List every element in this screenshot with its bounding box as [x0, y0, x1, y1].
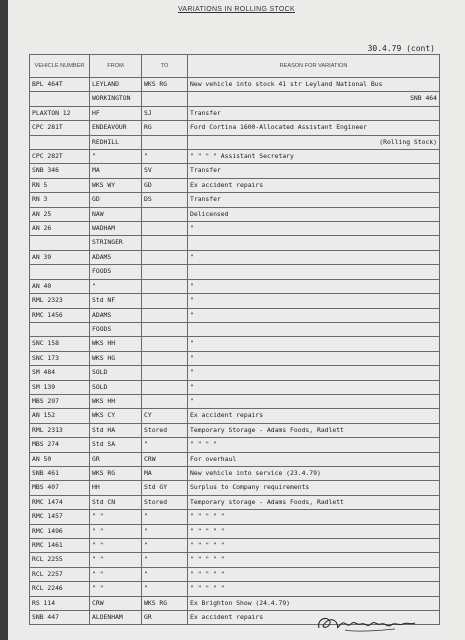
column-header-from: FROM [90, 55, 142, 78]
cell-vehicle-number: RCL 2246 [30, 582, 90, 596]
cell-reason: (Rolling Stock) [188, 135, 440, 149]
cell-reason: " [188, 308, 440, 322]
cell-to: RG [142, 121, 188, 135]
document-page [8, 0, 465, 640]
page-heading: VARIATIONS IN ROLLING STOCK [177, 6, 295, 13]
cell-vehicle-number: MBS 407 [30, 481, 90, 495]
cell-vehicle-number: RMC 1461 [30, 539, 90, 553]
cell-vehicle-number: RCL 2255 [30, 553, 90, 567]
cell-vehicle-number: RN 5 [30, 178, 90, 192]
cell-reason: " [188, 380, 440, 394]
column-header-to: TO [142, 55, 188, 78]
cell-vehicle-number: CPC 281T [30, 121, 90, 135]
cell-to [142, 308, 188, 322]
cell-to [142, 207, 188, 221]
cell-to [142, 222, 188, 236]
cell-reason: Temporary Storage - Adams Foods, Radlett [188, 423, 440, 437]
cell-from: WKS HG [90, 351, 142, 365]
cell-vehicle-number: MBS 297 [30, 394, 90, 408]
table-row [30, 250, 440, 264]
cell-to: " [142, 524, 188, 538]
cell-to: CY [142, 409, 188, 423]
cell-reason: " " " " " [188, 567, 440, 581]
cell-vehicle-number: AN 26 [30, 222, 90, 236]
cell-to: Std GY [142, 481, 188, 495]
cell-from: ALDENHAM [90, 611, 142, 625]
table-row [30, 351, 440, 365]
cell-vehicle-number: RMC 1474 [30, 495, 90, 509]
table-row [30, 495, 440, 509]
table-row [30, 438, 440, 452]
table-row [30, 366, 440, 380]
cell-from: ADAMS [90, 250, 142, 264]
cell-vehicle-number: PLAXTON 12 [30, 106, 90, 120]
cell-to: DS [142, 193, 188, 207]
cell-from: NAW [90, 207, 142, 221]
table-row [30, 308, 440, 322]
cell-to [142, 337, 188, 351]
cell-vehicle-number: RMC 1456 [30, 308, 90, 322]
cell-reason [188, 236, 440, 250]
cell-from: WKS RG [90, 466, 142, 480]
cell-from: WADHAM [90, 222, 142, 236]
table-row [30, 524, 440, 538]
cell-from: HH [90, 481, 142, 495]
rolling-stock-table [29, 54, 440, 625]
cell-reason: " [188, 250, 440, 264]
cell-from: GR [90, 452, 142, 466]
cell-vehicle-number: BPL 464T [30, 78, 90, 92]
cell-reason: Surplus to Company requirements [188, 481, 440, 495]
cell-vehicle-number [30, 322, 90, 336]
cell-reason: SNB 464 [188, 92, 440, 106]
cell-reason: Ex accident repairs [188, 178, 440, 192]
cell-to: " [142, 539, 188, 553]
cell-vehicle-number: RN 3 [30, 193, 90, 207]
table-row [30, 78, 440, 92]
cell-vehicle-number: AN 40 [30, 279, 90, 293]
cell-to: " [142, 150, 188, 164]
page-date: 30.4.79 (cont) [367, 44, 435, 53]
cell-vehicle-number [30, 236, 90, 250]
cell-from: Std SA [90, 438, 142, 452]
cell-from: GD [90, 193, 142, 207]
column-header-reason: REASON FOR VARIATION [188, 55, 440, 78]
table-row [30, 135, 440, 149]
cell-to: " [142, 510, 188, 524]
cell-to: WKS RG [142, 78, 188, 92]
table-row [30, 582, 440, 596]
cell-vehicle-number: RMC 1496 [30, 524, 90, 538]
cell-reason: " [188, 279, 440, 293]
table-row [30, 481, 440, 495]
cell-from: WKS WY [90, 178, 142, 192]
cell-reason: Ford Cortina 1600-Allocated Assistant Engineer [188, 121, 440, 135]
cell-from: LEYLAND [90, 78, 142, 92]
table-row [30, 466, 440, 480]
cell-vehicle-number: SNC 173 [30, 351, 90, 365]
cell-to: SV [142, 164, 188, 178]
cell-to: Stored [142, 495, 188, 509]
cell-reason [188, 265, 440, 279]
table-row [30, 394, 440, 408]
cell-to [142, 294, 188, 308]
cell-from: WKS CY [90, 409, 142, 423]
cell-reason: " " " " " [188, 582, 440, 596]
cell-from: WKS HH [90, 337, 142, 351]
table-row [30, 510, 440, 524]
cell-to [142, 135, 188, 149]
table-row [30, 106, 440, 120]
cell-vehicle-number: RS 114 [30, 596, 90, 610]
cell-reason: " [188, 222, 440, 236]
cell-vehicle-number: RML 2323 [30, 294, 90, 308]
cell-to [142, 92, 188, 106]
cell-reason: " " " " " [188, 524, 440, 538]
table-row [30, 164, 440, 178]
cell-vehicle-number: RML 2313 [30, 423, 90, 437]
cell-to: GD [142, 178, 188, 192]
table-row [30, 553, 440, 567]
cell-from: ADAMS [90, 308, 142, 322]
cell-reason: " " " " " [188, 539, 440, 553]
cell-to [142, 279, 188, 293]
table-row [30, 150, 440, 164]
table-row [30, 92, 440, 106]
table-row [30, 265, 440, 279]
cell-reason: Ex Brighton Show (24.4.79) [188, 596, 440, 610]
cell-reason: Transfer [188, 164, 440, 178]
cell-vehicle-number: RCL 2257 [30, 567, 90, 581]
cell-reason: " " " " " [188, 553, 440, 567]
cell-from: MA [90, 164, 142, 178]
cell-to: Stored [142, 423, 188, 437]
cell-vehicle-number: SNB 447 [30, 611, 90, 625]
cell-to: MA [142, 466, 188, 480]
cell-reason: Delicensed [188, 207, 440, 221]
cell-reason: Ex accident repairs [188, 409, 440, 423]
cell-reason: Ex accident repairs [188, 611, 440, 625]
cell-vehicle-number: CPC 282T [30, 150, 90, 164]
table-row [30, 596, 440, 610]
cell-vehicle-number: AN 50 [30, 452, 90, 466]
table-row [30, 322, 440, 336]
cell-from: Std CN [90, 495, 142, 509]
cell-reason [188, 322, 440, 336]
cell-to [142, 250, 188, 264]
cell-from: REDHILL [90, 135, 142, 149]
cell-reason: New vehicle into stock 41 str Leyland National Bus [188, 78, 440, 92]
table-row [30, 193, 440, 207]
cell-to [142, 351, 188, 365]
cell-vehicle-number: SNC 158 [30, 337, 90, 351]
cell-reason: " [188, 394, 440, 408]
cell-reason: " [188, 294, 440, 308]
cell-to [142, 265, 188, 279]
cell-to: " [142, 438, 188, 452]
table-row [30, 121, 440, 135]
cell-to: CRW [142, 452, 188, 466]
signature [315, 612, 425, 634]
cell-from: SOLD [90, 366, 142, 380]
cell-to [142, 380, 188, 394]
cell-to [142, 394, 188, 408]
cell-reason: " " " " " [188, 510, 440, 524]
cell-reason: Transfer [188, 193, 440, 207]
cell-to: " [142, 553, 188, 567]
cell-reason: " [188, 366, 440, 380]
table-row [30, 380, 440, 394]
table-row [30, 222, 440, 236]
cell-from: WORKINGTON [90, 92, 142, 106]
table-row [30, 279, 440, 293]
cell-reason: Transfer [188, 106, 440, 120]
cell-from: " " [90, 510, 142, 524]
column-header-vehicle: VEHICLE NUMBER [30, 55, 90, 78]
cell-vehicle-number: SNB 346 [30, 164, 90, 178]
table-header-row [30, 55, 440, 78]
cell-from: FOODS [90, 322, 142, 336]
table-row [30, 236, 440, 250]
cell-vehicle-number: MBS 274 [30, 438, 90, 452]
cell-from: FOODS [90, 265, 142, 279]
table-row [30, 207, 440, 221]
cell-from: " " [90, 553, 142, 567]
table-row [30, 294, 440, 308]
cell-from: " " [90, 539, 142, 553]
cell-vehicle-number: AN 39 [30, 250, 90, 264]
cell-to: " [142, 582, 188, 596]
cell-reason: " [188, 337, 440, 351]
table-row [30, 337, 440, 351]
cell-from: " [90, 279, 142, 293]
cell-from: " " [90, 582, 142, 596]
cell-vehicle-number: SNB 461 [30, 466, 90, 480]
cell-vehicle-number [30, 265, 90, 279]
cell-from: ENDEAVOUR [90, 121, 142, 135]
cell-to [142, 366, 188, 380]
cell-to [142, 236, 188, 250]
cell-to: " [142, 567, 188, 581]
cell-vehicle-number: AN 152 [30, 409, 90, 423]
cell-reason: New vehicle into service (23.4.79) [188, 466, 440, 480]
cell-to: SJ [142, 106, 188, 120]
table-row [30, 567, 440, 581]
cell-vehicle-number: SM 139 [30, 380, 90, 394]
cell-from: CRW [90, 596, 142, 610]
cell-to [142, 322, 188, 336]
cell-from: WKS HH [90, 394, 142, 408]
cell-to: GR [142, 611, 188, 625]
cell-reason: For overhaul [188, 452, 440, 466]
cell-vehicle-number: RMC 1457 [30, 510, 90, 524]
cell-reason: Temporary storage - Adams Foods, Radlett [188, 495, 440, 509]
cell-from: STRINGER [90, 236, 142, 250]
cell-from: Std NF [90, 294, 142, 308]
cell-vehicle-number [30, 135, 90, 149]
cell-to: WKS RG [142, 596, 188, 610]
cell-reason: " " " " [188, 438, 440, 452]
cell-vehicle-number: AN 25 [30, 207, 90, 221]
cell-from: SOLD [90, 380, 142, 394]
cell-vehicle-number [30, 92, 90, 106]
cell-from: " [90, 150, 142, 164]
table-row [30, 539, 440, 553]
cell-from: HF [90, 106, 142, 120]
cell-from: " " [90, 524, 142, 538]
table-row [30, 178, 440, 192]
cell-from: Std HA [90, 423, 142, 437]
cell-vehicle-number: SM 484 [30, 366, 90, 380]
cell-reason: " [188, 351, 440, 365]
table-row [30, 423, 440, 437]
table-row [30, 452, 440, 466]
cell-reason: " " " " Assistant Secretary [188, 150, 440, 164]
table-row [30, 409, 440, 423]
cell-from: " " [90, 567, 142, 581]
